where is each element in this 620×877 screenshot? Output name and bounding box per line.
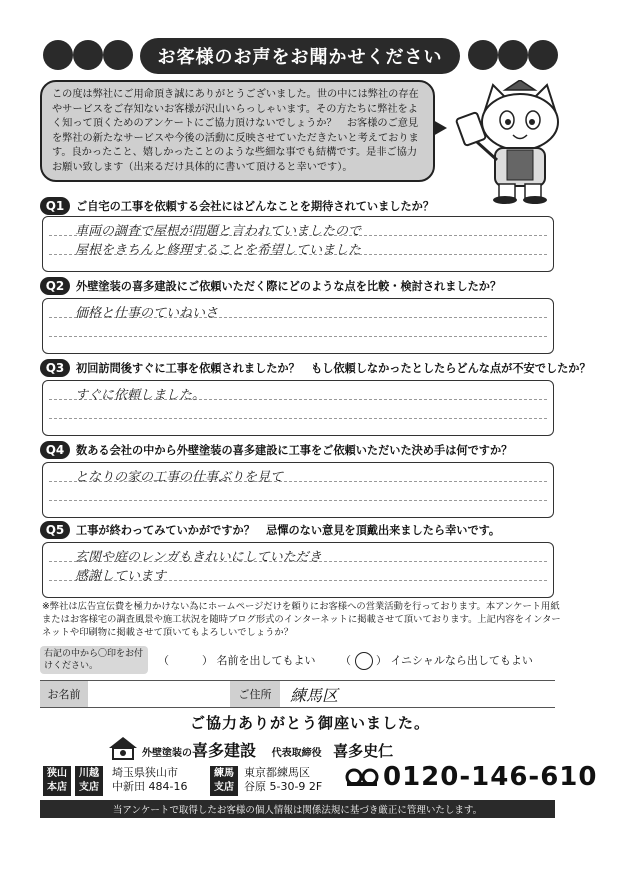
answer-line: 玄関や庭のレンガもきれいにしていただき [75, 550, 322, 565]
decor-dot [468, 40, 498, 70]
address-row [230, 680, 555, 708]
question-text: 初回訪問後すぐに工事を依頼されましたか？ もし依頼しなかったとしたらどんな点が不安でしたか？ [76, 362, 591, 375]
page-title: お客様のお声をお聞かせください [140, 38, 460, 74]
question-badge: Q1 [40, 197, 70, 215]
phone-number[interactable] [345, 762, 598, 792]
address-label: ご住所 [230, 681, 280, 707]
decor-dot [43, 40, 73, 70]
question-text: ご自宅の工事を依頼する会社にはどんなことを期待されていましたか？ [76, 200, 435, 213]
question-text: 数ある会社の中から外壁塗装の喜多建設に工事をご依頼いただいた決め手は何ですか？ [76, 444, 513, 457]
store-address: 埼玉県狭山市 中新田 484-16 [112, 766, 188, 793]
question-header [40, 358, 591, 378]
question-badge: Q3 [40, 359, 70, 377]
question-1 [40, 196, 555, 272]
freedial-icon [345, 766, 379, 788]
question-4 [40, 440, 555, 518]
question-header [40, 276, 501, 296]
consent-option-name[interactable] [158, 652, 316, 668]
question-badge: Q2 [40, 277, 70, 295]
answer-line: すぐに依頼しました。 [75, 388, 206, 403]
answer-rule [49, 418, 547, 419]
question-text: 外壁塗装の喜多建設にご依頼いただく際にどのような点を比較・検討されましたか？ [76, 280, 502, 293]
rep-role: 代表取締役 [271, 748, 322, 759]
consent-option-label: 名前を出してもよい [216, 654, 316, 667]
house-logo-icon [108, 736, 138, 760]
phone-text: 0120-146-610 [383, 762, 598, 792]
store-badge: 川越 支店 [75, 766, 103, 796]
store-badge: 練馬 支店 [210, 766, 238, 796]
consent-label: 右記の中から〇印をお付けください。 [40, 646, 148, 674]
cat-mascot-icon [455, 80, 585, 205]
answer-line: 価格と仕事のていねいさ [75, 306, 219, 321]
answer-box[interactable] [42, 216, 554, 272]
company-tagline: 外壁塗装の [142, 748, 192, 759]
company-name: 喜多建設 [192, 741, 257, 760]
bubble-tail [433, 120, 447, 136]
consent-row [40, 646, 555, 676]
question-header [40, 520, 500, 540]
answer-box[interactable] [42, 380, 554, 436]
answer-line: となりの家の工事の仕事ぶりを見て [75, 470, 284, 485]
question-3 [40, 358, 591, 436]
decor-dot [528, 40, 558, 70]
consent-option-initial[interactable] [340, 652, 533, 670]
name-row [40, 680, 230, 708]
company-block [142, 738, 393, 761]
answer-line: 屋根をきちんと修理することを希望していました [75, 243, 362, 258]
answer-rule [49, 336, 547, 337]
address-value[interactable]: 練馬区 [290, 686, 339, 705]
privacy-footer: 当アンケートで取得したお客様の個人情報は関係法規に基づき厳正に管理いたします。 [40, 800, 555, 818]
answer-box[interactable] [42, 462, 554, 518]
question-text: 工事が終わってみていかがですか？ 忌憚のない意見を頂戴出来ましたら幸いです。 [76, 524, 501, 537]
decor-dot [103, 40, 133, 70]
circle-mark-icon [355, 652, 373, 670]
answer-rule [49, 500, 547, 501]
consent-option-label: イニシャルなら出してもよい [390, 654, 533, 667]
question-header [40, 440, 512, 460]
question-header [40, 196, 434, 216]
paren-open: （ ） [158, 654, 213, 667]
publish-note: ※弊社は広告宣伝費を極力かけない為にホームページだけを頼りにお客様への営業活動を行っております。本アンケート用紙またはお客様宅の調査風景や施工状況を随時ブログ形式のインターネットに掲載させて頂いております。上記内容をインターネットや印刷物に掲載させて頂いてもよろしいでしょうか？ [42, 601, 561, 638]
question-badge: Q4 [40, 441, 70, 459]
intro-text: この度は弊社にご用命頂き誠にありがとうございました。世の中には弊社の存在やサービスをご存知ないお客様が沢山いらっしゃいます。その方たちに弊社をよく知って頂くためのアンケートにご協力頂けないでしょうか？ お客様のご意見を弊社の新たなサービスや今後の活動に反映させていただきたいと考えております。良かったこと、嬉しかったことのような些細な事でも結構です。是非ご協力お願い致します（出来るだけ具体的に書いて頂けると幸いです）。 [52, 89, 419, 173]
answer-line: 車両の調査で屋根が問題と言われていましたので [75, 224, 362, 239]
answer-box[interactable] [42, 298, 554, 354]
name-label: お名前 [40, 681, 88, 707]
decor-dot [498, 40, 528, 70]
question-badge: Q5 [40, 521, 70, 539]
question-2 [40, 276, 555, 354]
store-badge: 狭山 本店 [43, 766, 71, 796]
rep-name: 喜多史仁 [333, 742, 394, 760]
paren-close: ） [376, 654, 387, 667]
answer-box[interactable] [42, 542, 554, 598]
store-address: 東京都練馬区 谷原 5-30-9 2F [244, 766, 323, 793]
question-5 [40, 520, 555, 598]
answer-line: 感謝しています [75, 569, 167, 584]
intro-bubble [40, 80, 435, 182]
decor-dot [73, 40, 103, 70]
thanks-message: ご協力ありがとう御座いました。 [189, 714, 430, 732]
paren-open: （ [340, 654, 351, 667]
